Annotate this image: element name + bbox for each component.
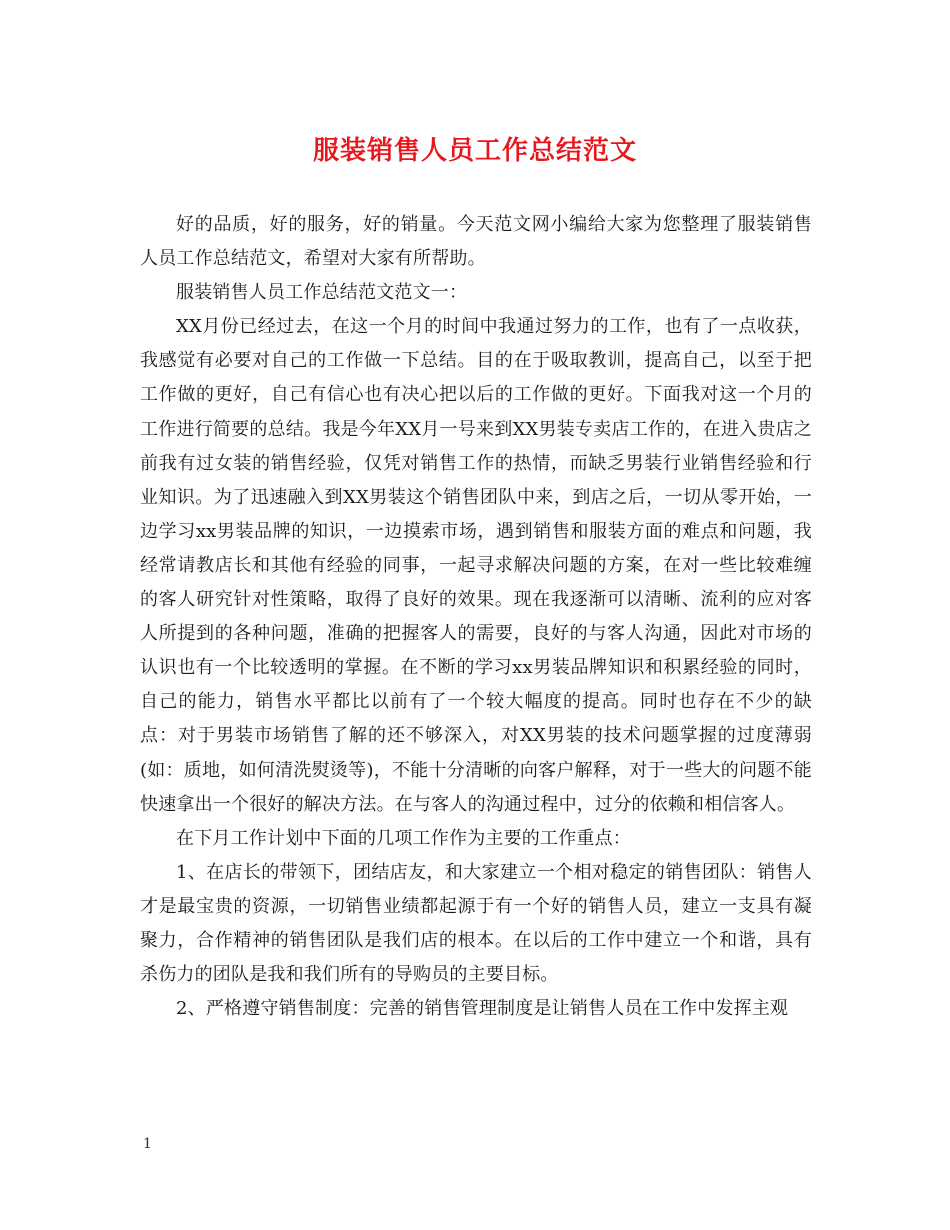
document-title: 服装销售人员工作总结范文	[312, 136, 637, 166]
document-body	[140, 208, 812, 1026]
paragraph-plan-item-2: 2、严格遵守销售制度：完善的销售管理制度是让销售人员在工作中发挥主观	[176, 998, 789, 1020]
page-number: 1	[143, 1136, 152, 1152]
paragraph-plan-item-1: 1、在店长的带领下，团结店友，和大家建立一个相对稳定的销售团队：销售人才是最宝贵的资源，一切销售业绩都起源于有一个好的销售人员，建立一支具有凝聚力，合作精神的销售团队是我们店的根本。在以后的工作中建立一个和谐，具有杀伤力的团队是我和我们所有的导购员的主要目标。	[140, 861, 812, 986]
paragraph-intro: 好的品质，好的服务，好的销量。今天范文网小编给大家为您整理了服装销售人员工作总结范文，希望对大家有所帮助。	[140, 214, 812, 270]
paragraph-subheading: 服装销售人员工作总结范文范文一：	[176, 282, 468, 304]
paragraph-summary: XX月份已经过去，在这一个月的时间中我通过努力的工作，也有了一点收获，我感觉有必要对自己的工作做一下总结。目的在于吸取教训，提高自己，以至于把工作做的更好，自己有信心也有决心把以后的工作做的更好。下面我对这一个月的工作进行简要的总结。我是今年XX月一号来到XX男装专卖店工作的，在进入贵店之前我有过女装的销售经验，仅凭对销售工作的热情，而缺乏男装行业销售经验和行业知识。为了迅速融入到XX男装这个销售团队中来，到店之后，一切从零开始，一边学习xx男装品牌的知识，一边摸索市场，遇到销售和服装方面的难点和问题，我经常请教店长和其他有经验的同事，一起寻求解决问题的方案，在对一些比较难缠的客人研究针对性策略，取得了良好的效果。现在我逐渐可以清晰、流利的应对客人所提到的各种问题，准确的把握客人的需要，良好的与客人沟通，因此对市场的认识也有一个比较透明的掌握。在不断的学习xx男装品牌知识和积累经验的同时，自己的能力，销售水平都比以前有了一个较大幅度的提高。同时也存在不少的缺点：对于男装市场销售了解的还不够深入，对XX男装的技术问题掌握的过度薄弱(如：质地，如何清洗熨烫等)，不能十分清晰的向客户解释，对于一些大的问题不能快速拿出一个很好的解决方法。在与客人的沟通过程中，过分的依赖和相信客人。	[140, 316, 812, 815]
paragraph-plan-intro: 在下月工作计划中下面的几项工作作为主要的工作重点：	[176, 827, 631, 849]
